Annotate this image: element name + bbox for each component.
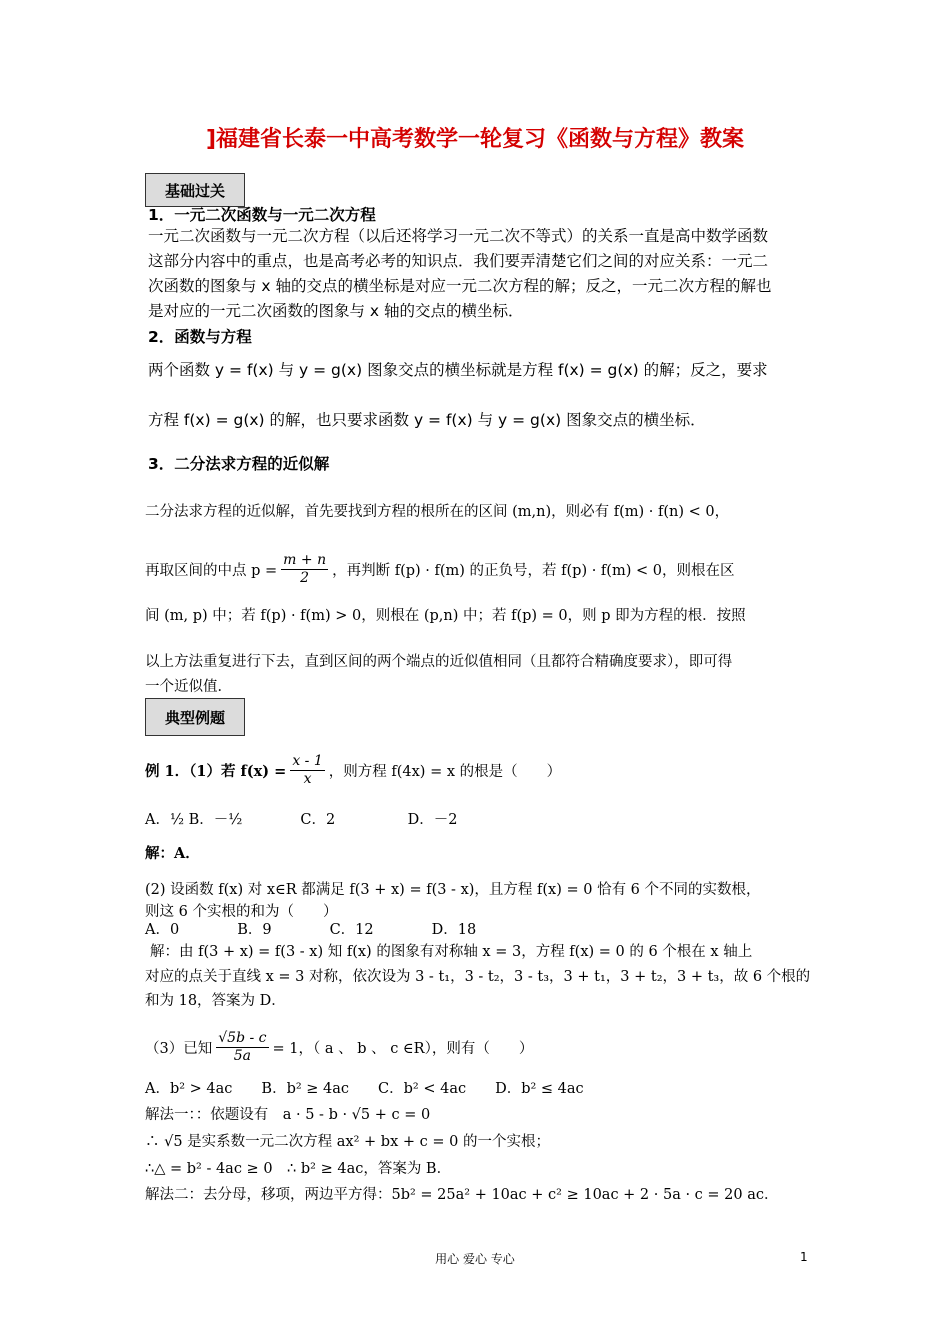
example-1-options: A．½ B．－½ C．2 D．－2 (145, 812, 458, 828)
fraction-denominator: x (303, 771, 312, 787)
section-label-text: 典型例题 (164, 708, 225, 727)
example-1-solution: 解：A． (145, 845, 200, 862)
ex3-fraction (216, 1030, 268, 1065)
p3-l2-text-a: 再取区间的中点 p = (145, 563, 278, 579)
ex3-text-b: = 1，（ a 、 b 、 c ∈R），则有（ ） (272, 1041, 534, 1057)
paragraph-1-line-3: 次函数的图象与 x 轴的交点的横坐标是对应一元二次方程的解；反之，一元二次方程的解也 (148, 277, 772, 295)
paragraph-1-line-2: 这部分内容中的重点，也是高考必考的知识点．我们要弄清楚它们之间的对应关系：一元二 (148, 252, 769, 270)
example-2-solution-line-2: 对应的点关于直线 x = 3 对称，依次设为 3 - t₁，3 - t₂，3 - t₃，3 + t₁，3 + t₂，3 + t₃，故 6 个根的 (145, 969, 811, 985)
fraction-numerator: m + n (283, 552, 327, 568)
ex1-text-a: 例 1．（1）若 f(x) = (145, 763, 287, 780)
example-3-question (145, 1030, 533, 1065)
example-3-options: A．b² > 4ac B．b² ≥ 4ac C．b² < 4ac D．b² ≤ 4ac (145, 1081, 584, 1097)
paragraph-3-line-5: 一个近似值． (145, 679, 232, 695)
heading-2: 2．函数与方程 (148, 328, 252, 346)
example-2-solution-line-3: 和为 18，答案为 D． (145, 993, 286, 1009)
example-3-method-1-line-2: ∴ √5 是实系数一元二次方程 ax² + bx + c = 0 的一个实根； (145, 1134, 550, 1150)
example-1-question (145, 753, 561, 788)
paragraph-2-line-2: 方程 f(x) = g(x) 的解，也只要求函数 y = f(x) 与 y = g(x) 图象交点的横坐标． (148, 411, 706, 429)
paragraph-1-line-4: 是对应的一元二次函数的图象与 x 轴的交点的横坐标． (148, 302, 524, 320)
section-label-basics (145, 173, 245, 207)
paragraph-1-line-1: 一元二次函数与一元二次方程（以后还将学习一元二次不等式）的关系一直是高中数学函数 (148, 227, 769, 245)
fraction-denominator: 5a (233, 1048, 251, 1064)
example-2-line-2: 则这 6 个实根的和为（ ） (145, 904, 338, 920)
example-3-method-1: 解法一：：依题设有 a · 5 - b · √5 + c = 0 (145, 1107, 431, 1123)
ex1-fraction (290, 753, 324, 788)
heading-3: 3．二分法求方程的近似解 (148, 455, 330, 473)
paragraph-3-line-1: 二分法求方程的近似解，首先要找到方程的根所在的区间 (m,n)，则必有 f(m) · f(n) < 0， (145, 504, 730, 520)
page-title: ]福建省长泰一中高考数学一轮复习《函数与方程》教案 (205, 127, 745, 152)
example-2-line-1: (2) 设函数 f(x) 对 x∈R 都满足 f(3 + x) = f(3 - x)，且方程 f(x) = 0 恰有 6 个不同的实数根， (145, 882, 761, 898)
fraction-denominator: 2 (300, 570, 310, 586)
section-label-examples (145, 698, 245, 736)
fraction-numerator: x - 1 (292, 753, 323, 769)
paragraph-2-line-1: 两个函数 y = f(x) 与 y = g(x) 图象交点的横坐标就是方程 f(x) = g(x) 的解；反之，要求 (148, 361, 768, 379)
paragraph-3-line-4: 以上方法重复进行下去，直到区间的两个端点的近似值相同（且都符合精确度要求），即可得 (145, 654, 733, 670)
heading-1: 1．一元二次函数与一元二次方程 (148, 206, 376, 224)
p3-l2-text-b: ，再判断 f(p) · f(m) 的正负号，若 f(p) · f(m) < 0，则根在区 (332, 563, 735, 579)
ex1-text-b: ，则方程 f(4x) = x 的根是（ ） (328, 764, 562, 780)
section-label-text: 基础过关 (164, 181, 225, 200)
ex3-text-a: （3）已知 (145, 1041, 213, 1057)
footer-text: 用心 爱心 专心 (435, 1252, 515, 1266)
fraction-numerator: √5b - c (218, 1030, 267, 1046)
example-2-solution-line-1: 解：由 f(3 + x) = f(3 - x) 知 f(x) 的图象有对称轴 x = 3，方程 f(x) = 0 的 6 个根在 x 轴上 (150, 944, 753, 960)
midpoint-fraction (281, 552, 328, 587)
page-number: 1 (800, 1250, 808, 1264)
paragraph-3-line-2 (145, 552, 734, 587)
paragraph-3-line-3: 间 (m, p) 中；若 f(p) · f(m) > 0，则根在 (p,n) 中；若 f(p) = 0，则 p 即为方程的根．按照 (145, 608, 746, 624)
example-3-method-2: 解法二：去分母，移项，两边平方得：5b² = 25a² + 10ac + c² ≥ 10ac + 2 · 5a · c = 20 ac． (145, 1187, 779, 1203)
example-2-options: A．0 B．9 C．12 D．18 (145, 922, 477, 938)
example-3-method-1-line-3: ∴△ = b² - 4ac ≥ 0 ∴ b² ≥ 4ac，答案为 B． (145, 1161, 452, 1177)
